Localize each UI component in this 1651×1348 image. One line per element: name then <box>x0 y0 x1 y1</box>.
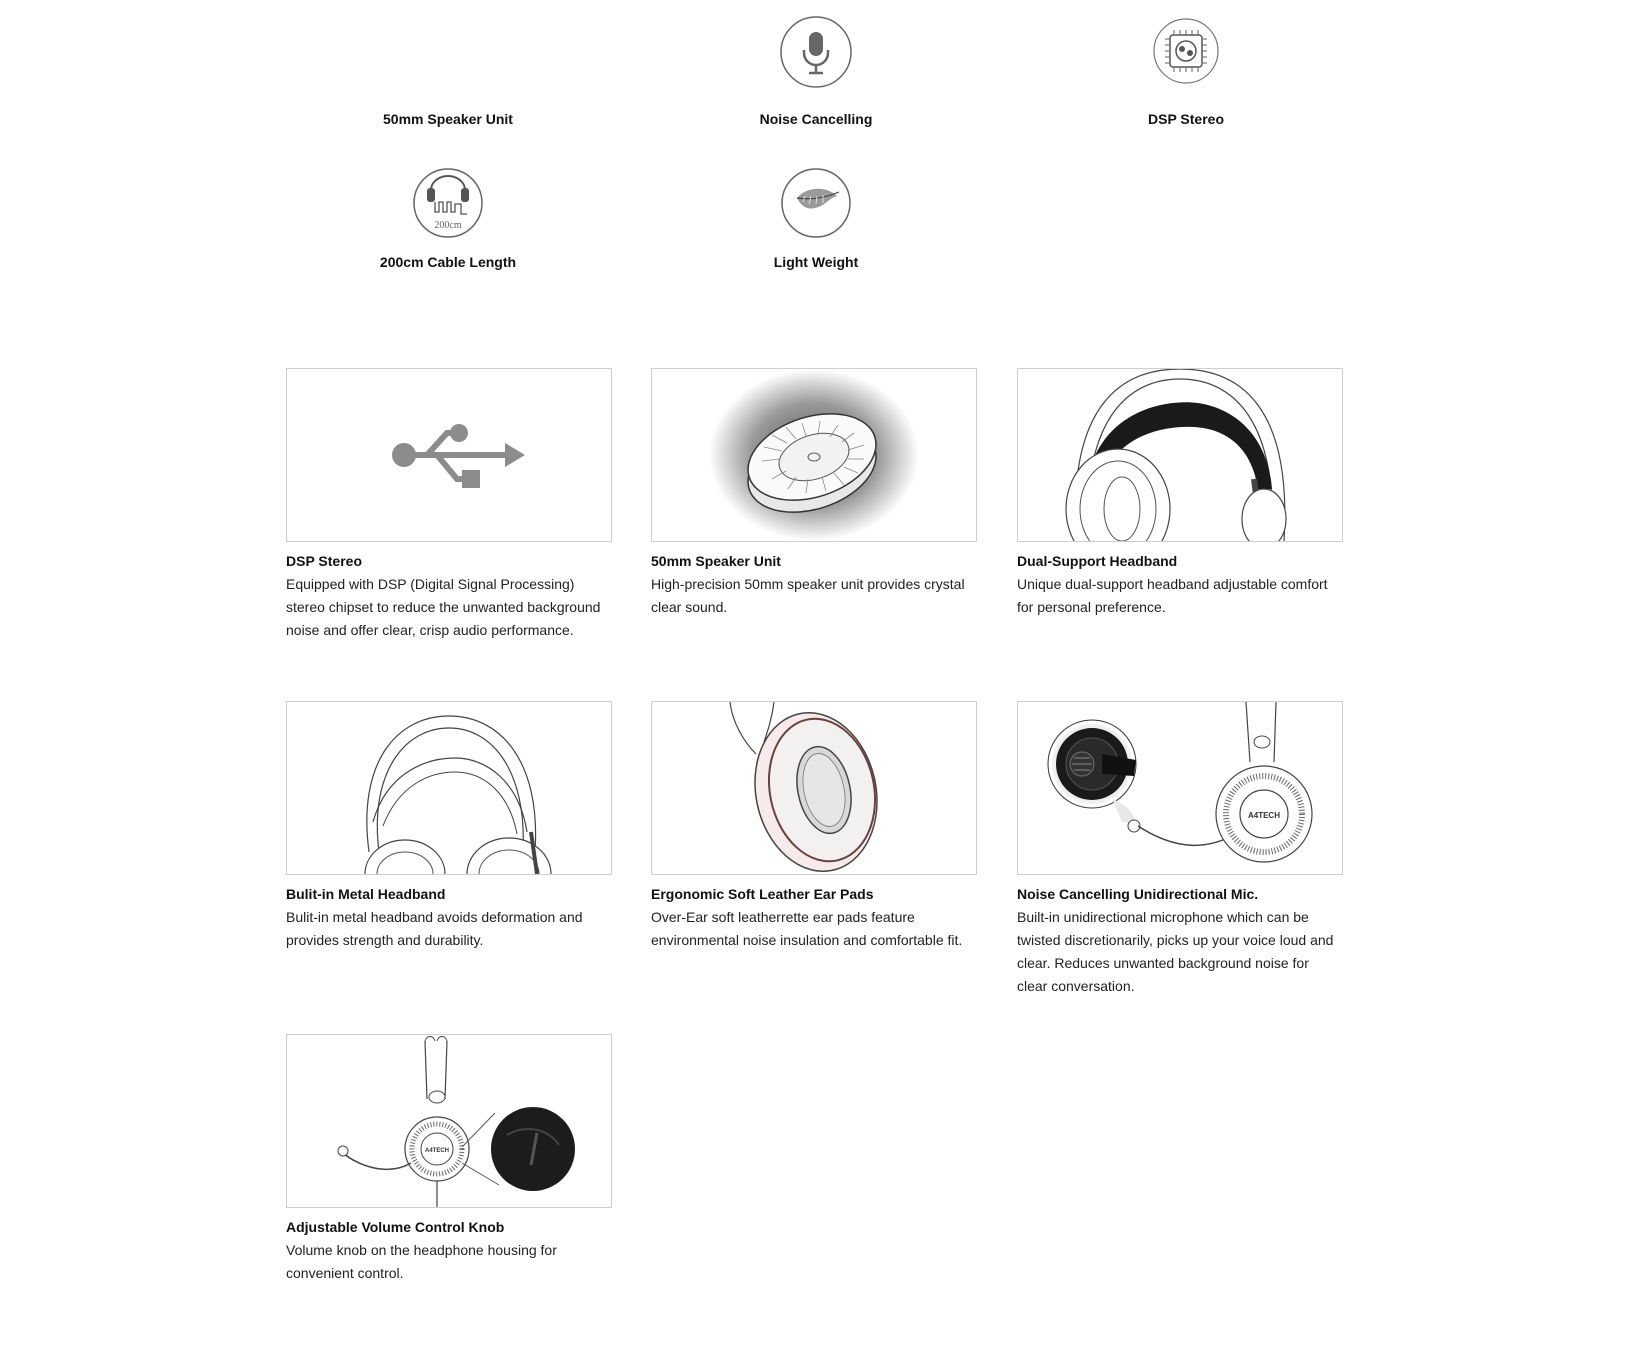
icon-label: Light Weight <box>773 254 859 270</box>
feature-image <box>1017 368 1343 542</box>
feature-title: Noise Cancelling Unidirectional Mic. <box>1017 886 1259 902</box>
feature-title: Adjustable Volume Control Knob <box>286 1219 505 1235</box>
dsp-chip-icon <box>1153 18 1219 84</box>
feature-image <box>286 368 612 542</box>
feature-image <box>286 1034 612 1208</box>
feature-description: Unique dual-support headband adjustable comfort for personal preference. <box>1017 576 1328 615</box>
usb-icon <box>287 369 611 541</box>
microphone-icon <box>780 16 852 88</box>
feature-card-microphone <box>1017 701 1343 998</box>
volume-knob-image <box>287 1035 611 1207</box>
brand-logo-text: A4TECH <box>424 1148 450 1154</box>
feature-description: High-precision 50mm speaker unit provides crystal clear sound. <box>651 576 965 615</box>
features-icon-grid <box>0 0 1651 320</box>
feather-icon <box>781 168 851 238</box>
cable-length-text: 200cm <box>434 220 462 231</box>
feature-card-speaker-unit <box>651 368 977 619</box>
cable-length-icon <box>413 168 483 238</box>
icon-label: DSP Stereo <box>1148 111 1224 127</box>
ear-pad-image <box>652 702 976 874</box>
feature-image <box>651 701 977 875</box>
icon-label: 200cm Cable Length <box>379 254 517 270</box>
brand-logo-text: A4TECH <box>1247 811 1281 820</box>
feature-card-volume-knob <box>286 1034 612 1285</box>
feature-title: DSP Stereo <box>286 553 362 569</box>
dual-headband-image <box>1018 369 1342 541</box>
feature-title: 50mm Speaker Unit <box>651 553 781 569</box>
icon-label: Noise Cancelling <box>759 111 873 127</box>
feature-title: Bulit-in Metal Headband <box>286 886 446 902</box>
feature-description: Volume knob on the headphone housing for convenient control. <box>286 1242 557 1281</box>
feature-image <box>286 701 612 875</box>
feature-title: Ergonomic Soft Leather Ear Pads <box>651 886 874 902</box>
feature-description: Bulit-in metal headband avoids deformation and provides strength and durability. <box>286 909 583 948</box>
feature-title: Dual-Support Headband <box>1017 553 1178 569</box>
feature-card-dsp-stereo <box>286 368 612 642</box>
feature-description: Built-in unidirectional microphone which can be twisted discretionarily, picks up your voice loud and clear. Reduces unwanted background noise for clear conversation. <box>1017 909 1334 994</box>
feature-card-metal-headband <box>286 701 612 952</box>
feature-card-dual-headband <box>1017 368 1343 619</box>
speaker-driver-image <box>652 369 976 541</box>
feature-image <box>651 368 977 542</box>
icon-label: 50mm Speaker Unit <box>383 111 513 127</box>
feature-description: Equipped with DSP (Digital Signal Processing) stereo chipset to reduce the unwanted background noise and offer clear, crisp audio performance. <box>286 576 601 638</box>
feature-card-ear-pads <box>651 701 977 952</box>
feature-description: Over-Ear soft leatherrette ear pads feature environmental noise insulation and comfortable fit. <box>651 909 963 948</box>
feature-image <box>1017 701 1343 875</box>
metal-headband-image <box>287 702 611 874</box>
microphone-image <box>1018 702 1342 874</box>
